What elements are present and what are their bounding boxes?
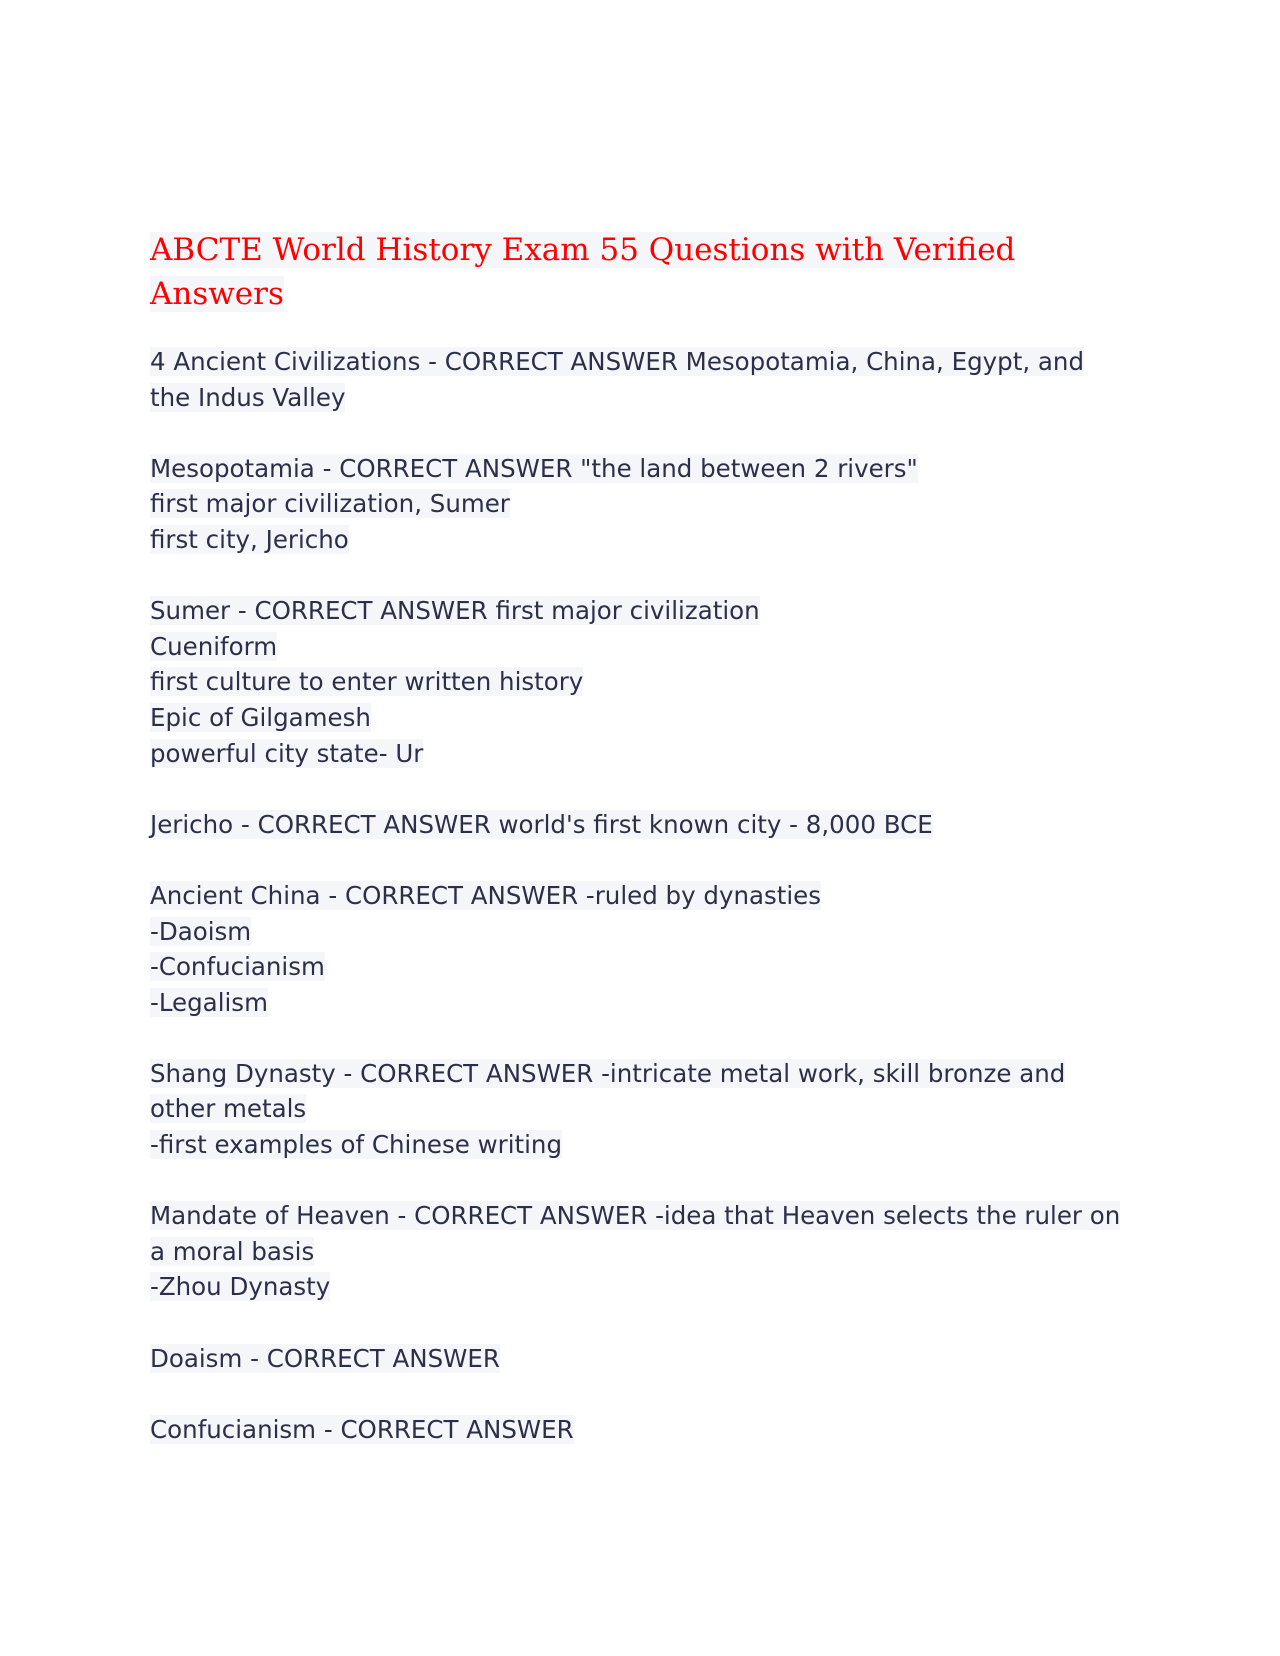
qa-entry: [150, 1198, 1130, 1305]
qa-text: Shang Dynasty - CORRECT ANSWER -intricate metal work, skill bronze and other metals: [150, 1058, 1066, 1124]
document-title: [150, 228, 1130, 316]
qa-entry: [150, 593, 1130, 771]
qa-text: first major civilization, Sumer: [150, 489, 510, 519]
qa-text: Ancient China - CORRECT ANSWER -ruled by dynasties: [150, 880, 821, 910]
qa-entry: [150, 878, 1130, 1020]
qa-text: -Daoism: [150, 916, 252, 946]
qa-text: -Zhou Dynasty: [150, 1272, 331, 1302]
qa-text: Confucianism - CORRECT ANSWER: [150, 1414, 574, 1444]
qa-entry: [150, 451, 1130, 558]
qa-entry: [150, 1341, 1130, 1377]
qa-entry: [150, 344, 1130, 415]
qa-text: first culture to enter written history: [150, 667, 584, 697]
qa-text: -first examples of Chinese writing: [150, 1130, 562, 1160]
qa-text: Epic of Gilgamesh: [150, 702, 371, 732]
qa-entry: [150, 807, 1130, 843]
qa-text: Cueniform: [150, 631, 278, 661]
qa-text: Jericho - CORRECT ANSWER world's first known city - 8,000 BCE: [150, 809, 933, 839]
qa-text: Mandate of Heaven - CORRECT ANSWER -idea that Heaven selects the ruler on a moral basis: [150, 1201, 1121, 1266]
qa-text: Sumer - CORRECT ANSWER first major civilization: [150, 596, 760, 626]
document-title-text: ABCTE World History Exam 55 Questions with Verified Answers: [150, 232, 1016, 312]
qa-text: Mesopotamia - CORRECT ANSWER "the land between 2 rivers": [150, 453, 918, 483]
qa-text: Doaism - CORRECT ANSWER: [150, 1343, 500, 1373]
qa-entry: [150, 1412, 1130, 1448]
qa-entry: [150, 1056, 1130, 1163]
qa-text: powerful city state- Ur: [150, 738, 424, 768]
qa-text: -Legalism: [150, 987, 268, 1017]
document-page: [150, 228, 1130, 1483]
qa-text: -Confucianism: [150, 952, 325, 982]
qa-text: first city, Jericho: [150, 524, 349, 554]
qa-text: 4 Ancient Civilizations - CORRECT ANSWER Mesopotamia, China, Egypt, and the Indus Valley: [150, 347, 1084, 412]
